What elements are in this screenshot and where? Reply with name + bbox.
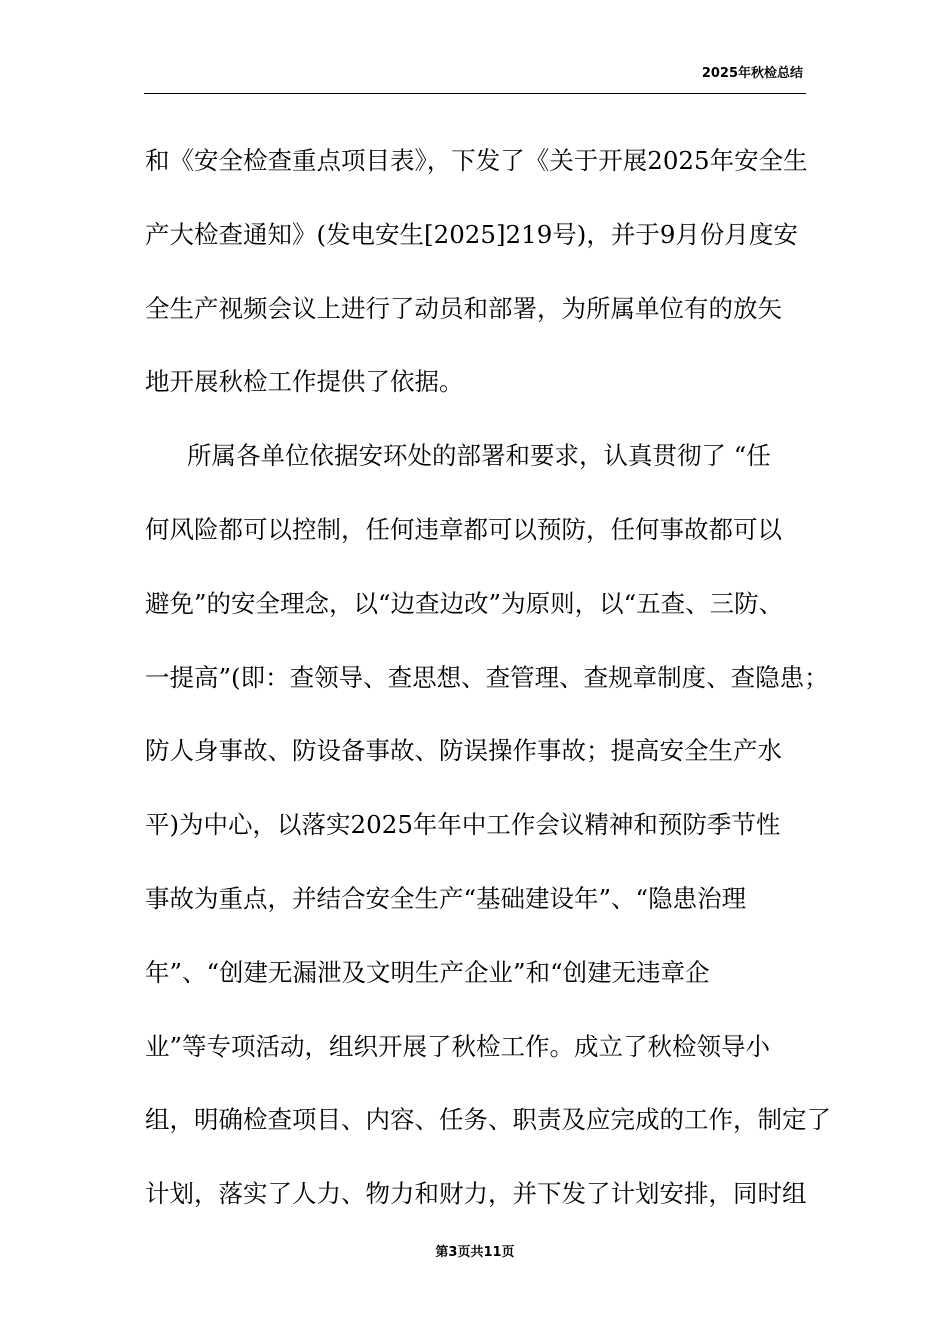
running-header-title: 2025年秋检总结: [701, 66, 803, 81]
header-divider: [144, 93, 806, 94]
body-line-1: 和《安全检查重点项目表》，下发了《关于开展2025年安全生: [145, 146, 808, 175]
body-line-15: 计划，落实了人力、物力和财力，并下发了计划安排，同时组: [145, 1179, 807, 1209]
body-line-4: 地开展秋检工作提供了依据。: [145, 367, 464, 397]
document-body: [145, 124, 831, 1231]
body-line-6: 何风险都可以控制，任何违章都可以预防，任何事故都可以: [145, 514, 782, 544]
page-number: 第3页共11页: [435, 1245, 515, 1260]
body-line-3: 全生产视频会议上进行了动员和部署，为所属单位有的放矢: [145, 293, 782, 323]
body-line-11: 事故为重点，并结合安全生产“基础建设年”、“隐患治理: [145, 883, 747, 913]
body-line-7: 避免”的安全理念，以“边查边改”为原则，以“五查、三防、: [145, 588, 784, 618]
body-line-13: 业”等专项活动，组织开展了秋检工作。成立了秋检领导小: [145, 1031, 771, 1061]
body-line-9: 防人身事故、防设备事故、防误操作事故；提高安全生产水: [145, 736, 782, 766]
body-line-2: 产大检查通知》(发电安生[2025]219号)，并于9月份月度安: [145, 219, 798, 249]
body-line-10: 平)为中心，以落实2025年年中工作会议精神和预防季节性: [145, 810, 781, 840]
body-line-8: 一提高”(即：查领导、查思想、查管理、查规章制度、查隐患；: [145, 662, 829, 692]
body-line-12: 年”、“创建无漏泄及文明生产企业”和“创建无违章企: [145, 957, 710, 987]
body-line-5-paragraph-start: 所属各单位依据安环处的部署和要求，认真贯彻了 “任: [187, 441, 771, 471]
body-line-14: 组，明确检查项目、内容、任务、职责及应完成的工作，制定了: [145, 1105, 831, 1135]
